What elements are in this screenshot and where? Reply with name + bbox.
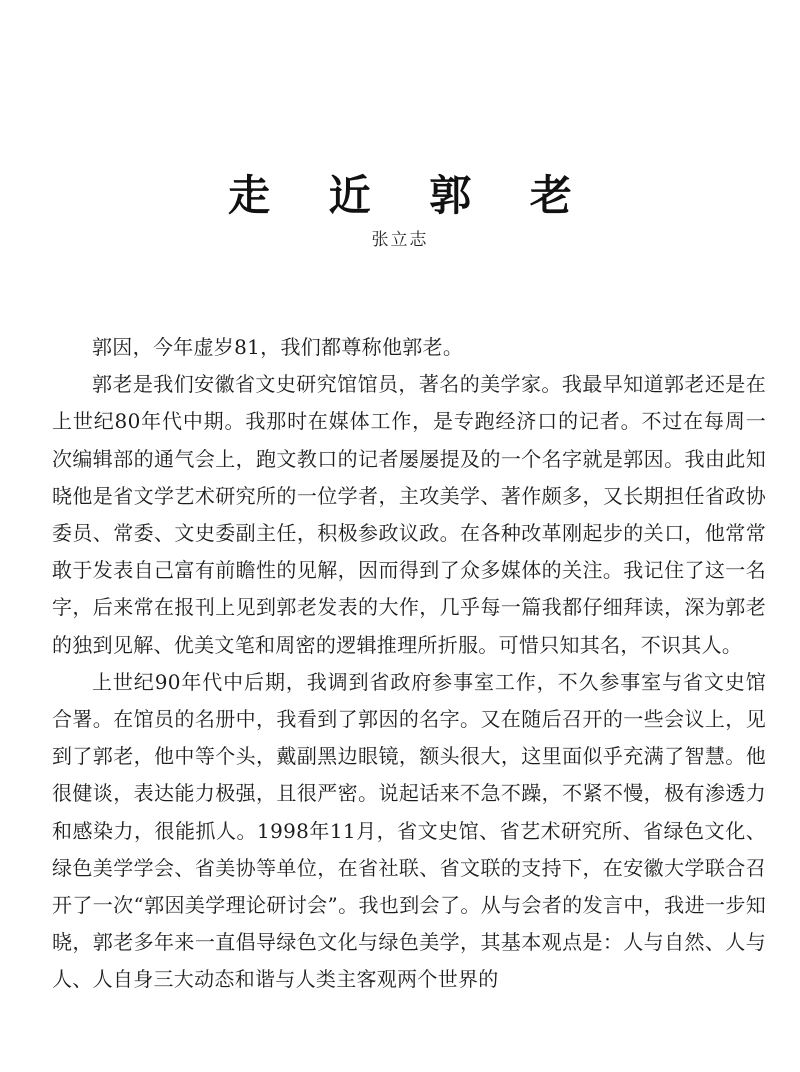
article-author: 张立志 <box>371 230 429 250</box>
article-body <box>52 329 766 999</box>
article-title: 走 近 郭 老 <box>228 171 594 221</box>
paragraph: 郭因，今年虚岁81，我们都尊称他郭老。 <box>92 335 464 359</box>
paragraph: 上世纪90年代中后期，我调到省政府参事室工作，不久参事室与省文史馆合署。在馆员的名册中，我看到了郭因的名字。又在随后召开的一些会议上，见到了郭老，他中等个头，戴副黑边眼镜，额头很大，这里面似乎充满了智慧。他很健谈，表达能力极强，且很严密。说起话来不急不躁，不紧不慢，极有渗透力和感染力，很能抓人。1998年11月，省文史馆、省艺术研究所、省绿色文化、绿色美学学会、省美协等单位，在省社联、省文联的支持下，在安徽大学联合召开了一次“郭因美学理论研讨会”。我也到会了。从与会者的发言中，我进一步知晓，郭老多年来一直倡导绿色文化与绿色美学，其基本观点是：人与自然、人与人、人自身三大动态和谐与人类主客观两个世界的 <box>52 669 766 992</box>
paragraph: 郭老是我们安徽省文史研究馆馆员，著名的美学家。我最早知道郭老还是在上世纪80年代中期。我那时在媒体工作，是专跑经济口的记者。不过在每周一次编辑部的通气会上，跑文教口的记者屡屡提及的一个名字就是郭因。我由此知晓他是省文学艺术研究所的一位学者，主攻美学、著作颇多，又长期担任省政协委员、常委、文史委副主任，积极参政议政。在各种改革刚起步的关口，他常常敢于发表自己富有前瞻性的见解，因而得到了众多媒体的关注。我记住了这一名字，后来常在报刊上见到郭老发表的大作，几乎每一篇我都仔细拜读，深为郭老的独到见解、优美文笔和周密的逻辑推理所折服。可惜只知其名，不识其人。 <box>52 372 766 657</box>
